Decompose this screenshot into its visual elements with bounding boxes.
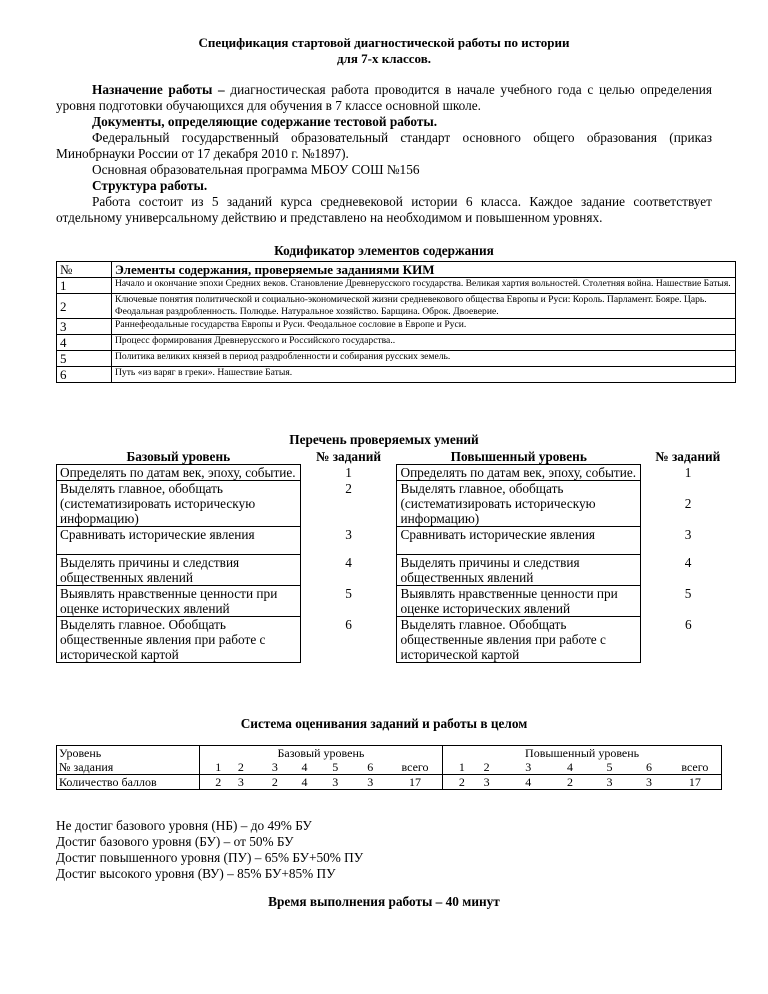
codifier-col-elements: Элементы содержания, проверяемые заданиями КИМ bbox=[112, 262, 736, 278]
doc-fgos: Федеральный государственный образовательный стандарт основного общего образования (приказ Минобрнауки России от 17 декабря 2010 г. №1897). bbox=[56, 130, 712, 161]
table-row bbox=[57, 262, 736, 278]
table-row: Количество баллов 2 3 2 4 3 3 17 2 3 4 2 3 3 17 bbox=[57, 775, 722, 790]
skills-col-adv-num: № заданий bbox=[655, 449, 721, 464]
grading-title: Система оценивания заданий и работы в целом bbox=[240, 716, 528, 731]
table-row: 3 Раннефеодальные государства Европы и Руси. Феодальное сословие в Европе и Руси. bbox=[57, 319, 736, 335]
skills-col-base-num: № заданий bbox=[316, 449, 382, 464]
table-row: 1 Начало и окончание эпохи Средних веков. Становление Древнерусского государства. Великая хартия вольностей. Столетняя война. Нашествие Батыя. bbox=[57, 278, 736, 294]
codifier-table bbox=[56, 261, 736, 383]
table-row bbox=[57, 449, 736, 465]
purpose-text: диагностическая работа проводится в начале учебного года с целью определения уровня подготовки обучающихся для обучения в 7 классе основной школе. bbox=[56, 82, 712, 113]
codifier-title: Кодификатор элементов содержания bbox=[274, 243, 494, 258]
purpose-label: Назначение работы – bbox=[92, 82, 225, 97]
purpose-paragraph bbox=[56, 82, 712, 113]
grading-row-task: № задания bbox=[57, 760, 200, 775]
doc-title-line1: Спецификация стартовой диагностической работы по истории bbox=[198, 35, 570, 50]
grading-row-points: Количество баллов bbox=[57, 775, 200, 790]
grading-table bbox=[56, 745, 722, 790]
table-row bbox=[57, 746, 722, 761]
level-nb: Не достиг базового уровня (НБ) – до 49% БУ bbox=[56, 818, 312, 833]
skills-col-adv: Повышенный уровень bbox=[450, 449, 587, 464]
table-row: № задания 1 2 3 4 5 6 всего 1 2 3 4 5 6 всего bbox=[57, 760, 722, 775]
table-row: 5 Политика великих князей в период раздробленности и собирания русских земель. bbox=[57, 351, 736, 367]
doc-program: Основная образовательная программа МБОУ СОШ №156 bbox=[92, 162, 420, 177]
table-row: 6 Путь «из варяг в греки». Нашествие Батыя. bbox=[57, 367, 736, 383]
grading-adv-label: Повышенный уровень bbox=[525, 746, 640, 760]
table-row: Сравнивать исторические явления 3 Сравнивать исторические явления 3 bbox=[57, 527, 736, 555]
level-pu: Достиг повышенного уровня (ПУ) – 65% БУ+50% ПУ bbox=[56, 850, 364, 865]
grading-row-level: Уровень bbox=[57, 746, 200, 761]
skills-col-base: Базовый уровень bbox=[126, 449, 231, 464]
structure-text: Работа состоит из 5 заданий курса средневековой истории 6 класса. Каждое задание соответствует отдельному универсальному действию и представлено на необходимом и повышенном уровнях. bbox=[56, 194, 712, 225]
codifier-col-num: № bbox=[57, 262, 112, 278]
table-row: 2 Ключевые понятия политической и социально-экономической жизни средневекового общества Европы и Руси: Король. Парламент. Бояре. Царь. Феодальная раздробленность. Полюдье. Натуральное хозяйство. Барщина. Оброк. Двоеверие. bbox=[57, 294, 736, 319]
table-row: Выделять главное. Обобщать общественные явления при работе с исторической картой 6 Выделять главное. Обобщать общественные явления при работе с исторической картой 6 bbox=[57, 617, 736, 663]
level-vu: Достиг высокого уровня (ВУ) – 85% БУ+85% ПУ bbox=[56, 866, 336, 881]
table-row: Выделять причины и следствия общественных явлений 4 Выделять причины и следствия общественных явлений 4 bbox=[57, 555, 736, 586]
table-row: 4 Процесс формирования Древнерусского и Российского государства.. bbox=[57, 335, 736, 351]
table-row: Определять по датам век, эпоху, событие. 1 Определять по датам век, эпоху, событие. 1 bbox=[57, 465, 736, 481]
grading-base-label: Базовый уровень bbox=[199, 746, 443, 761]
time-limit: Время выполнения работы – 40 минут bbox=[268, 894, 500, 909]
table-row: Выявлять нравственные ценности при оценке исторических явлений 5 Выявлять нравственные ценности при оценке исторических явлений 5 bbox=[57, 586, 736, 617]
table-row: Выделять главное, обобщать (систематизировать историческую информацию) 2 Выделять главное, обобщать (систематизировать историческую информацию) 2 bbox=[57, 481, 736, 527]
doc-title-line2: для 7-х классов. bbox=[336, 51, 431, 66]
structure-heading: Структура работы. bbox=[92, 178, 208, 193]
skills-table bbox=[56, 449, 736, 663]
skills-title: Перечень проверяемых умений bbox=[289, 432, 479, 447]
docs-heading: Документы, определяющие содержание тестовой работы. bbox=[92, 114, 438, 129]
level-bu: Достиг базового уровня (БУ) – от 50% БУ bbox=[56, 834, 294, 849]
